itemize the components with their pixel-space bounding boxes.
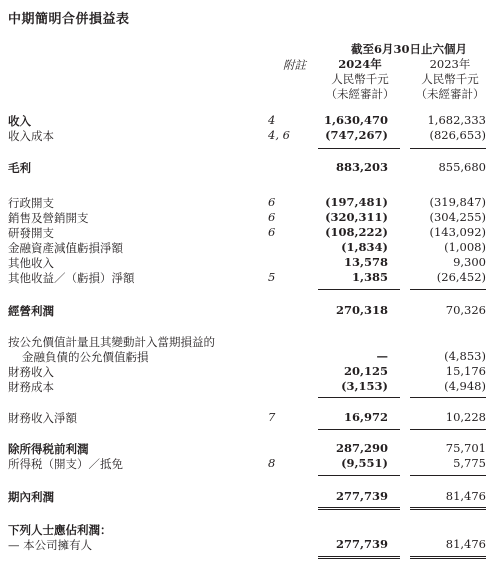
total-rule-2024 bbox=[318, 509, 400, 510]
subtotal-rule-2023 bbox=[410, 475, 486, 476]
row-label: 毛利 bbox=[8, 161, 31, 175]
total-rule-2023 bbox=[410, 509, 486, 510]
value-2024: 883,203 bbox=[335, 160, 388, 174]
value-2023: 855,680 bbox=[438, 160, 486, 174]
value-2023: (826,653) bbox=[429, 128, 486, 142]
period-header: 截至6月30日止六個月 bbox=[350, 42, 467, 56]
value-2023: (1,008) bbox=[444, 240, 486, 254]
value-2024: 270,318 bbox=[335, 303, 388, 317]
value-2024: 16,972 bbox=[343, 410, 388, 424]
row-label: 研發開支 bbox=[8, 226, 54, 240]
column-2023-header bbox=[405, 57, 495, 102]
value-2023: (26,452) bbox=[436, 270, 486, 284]
value-2023: 81,476 bbox=[445, 489, 486, 503]
row-label: 期內利潤 bbox=[8, 490, 54, 504]
subtotal-rule-2024 bbox=[318, 475, 400, 476]
row-label: 行政開支 bbox=[8, 196, 54, 210]
value-2024: 287,290 bbox=[335, 441, 388, 455]
value-2023: (4,948) bbox=[444, 379, 486, 393]
value-2024: (197,481) bbox=[325, 195, 388, 209]
row-note: 6 bbox=[268, 195, 276, 209]
value-2024: (320,311) bbox=[325, 210, 388, 224]
value-2024: — bbox=[376, 349, 388, 363]
row-note: 8 bbox=[268, 456, 276, 470]
subtotal-rule-2023 bbox=[410, 397, 486, 398]
row-label: 其他收益／（虧損）淨額 bbox=[8, 271, 135, 285]
note-column-header: 附註 bbox=[283, 58, 306, 72]
row-label: 銷售及營銷開支 bbox=[8, 211, 89, 225]
value-2024: 13,578 bbox=[343, 255, 388, 269]
value-2024: 1,385 bbox=[351, 270, 388, 284]
row-note: 6 bbox=[268, 210, 276, 224]
unit-2024: 人民幣千元 bbox=[331, 72, 389, 86]
value-2023: 9,300 bbox=[453, 255, 486, 269]
row-note: 7 bbox=[268, 410, 276, 424]
value-2023: (304,255) bbox=[429, 210, 486, 224]
total-rule-2023 bbox=[410, 558, 486, 559]
row-label: 所得税（開支）／抵免 bbox=[8, 457, 123, 471]
value-2023: (4,853) bbox=[444, 349, 486, 363]
row-label: 財務成本 bbox=[8, 380, 54, 394]
value-2023: (319,847) bbox=[429, 195, 486, 209]
value-2024: (9,551) bbox=[341, 456, 388, 470]
subtotal-rule-2023 bbox=[410, 148, 486, 149]
value-2024: (1,834) bbox=[341, 240, 388, 254]
subtotal-rule-2023 bbox=[410, 429, 486, 430]
row-label: 收入成本 bbox=[8, 129, 54, 143]
total-rule-2024 bbox=[318, 558, 400, 559]
value-2024: 277,739 bbox=[335, 537, 388, 551]
subtotal-rule-2023 bbox=[410, 289, 486, 290]
row-note: 6 bbox=[268, 225, 276, 239]
value-2024: (108,222) bbox=[325, 225, 388, 239]
subtotal-rule-2024 bbox=[318, 148, 400, 149]
row-label: 收入 bbox=[8, 114, 31, 128]
value-2023: 5,775 bbox=[453, 456, 486, 470]
row-note: 5 bbox=[268, 270, 276, 284]
value-2023: 10,228 bbox=[445, 410, 486, 424]
total-rule-2024 bbox=[318, 507, 400, 508]
row-label: 金融資產減值虧損淨額 bbox=[8, 241, 123, 255]
value-2024: 277,739 bbox=[335, 489, 388, 503]
status-2023: （未經審計） bbox=[415, 87, 485, 101]
row-note: 4 bbox=[268, 113, 276, 127]
value-2023: (143,092) bbox=[429, 225, 486, 239]
subtotal-rule-2024 bbox=[318, 397, 400, 398]
value-2024: 20,125 bbox=[343, 364, 388, 378]
row-label: 財務收入 bbox=[8, 365, 54, 379]
value-2024: (3,153) bbox=[341, 379, 388, 393]
statement-title: 中期簡明合併損益表 bbox=[8, 12, 130, 27]
row-label: 下列人士應佔利潤： bbox=[8, 523, 112, 537]
row-label: 其他收入 bbox=[8, 256, 54, 270]
total-rule-2023 bbox=[410, 556, 486, 557]
row-label: — 本公司擁有人 bbox=[8, 538, 93, 552]
row-label: 財務收入淨額 bbox=[8, 411, 77, 425]
column-2024-header bbox=[317, 57, 403, 102]
row-label: 按公允價值計量且其變動計入當期損益的 bbox=[8, 335, 215, 349]
value-2023: 75,701 bbox=[445, 441, 486, 455]
value-2023: 70,326 bbox=[445, 303, 486, 317]
status-2024: （未經審計） bbox=[325, 87, 395, 101]
row-label: 經營利潤 bbox=[8, 304, 54, 318]
value-2023: 81,476 bbox=[445, 537, 486, 551]
row-label-continued: 金融負債的公允價值虧損 bbox=[22, 350, 149, 364]
row-label: 除所得税前利潤 bbox=[8, 442, 89, 456]
year-2024: 2024年 bbox=[338, 57, 382, 71]
total-rule-2024 bbox=[318, 556, 400, 557]
value-2024: (747,267) bbox=[325, 128, 388, 142]
value-2023: 15,176 bbox=[445, 364, 486, 378]
subtotal-rule-2024 bbox=[318, 429, 400, 430]
value-2023: 1,682,333 bbox=[427, 113, 486, 127]
value-2024: 1,630,470 bbox=[323, 113, 388, 127]
year-2023: 2023年 bbox=[429, 57, 471, 71]
total-rule-2023 bbox=[410, 507, 486, 508]
unit-2023: 人民幣千元 bbox=[421, 72, 479, 86]
subtotal-rule-2024 bbox=[318, 289, 400, 290]
row-note: 4, 6 bbox=[268, 128, 290, 142]
